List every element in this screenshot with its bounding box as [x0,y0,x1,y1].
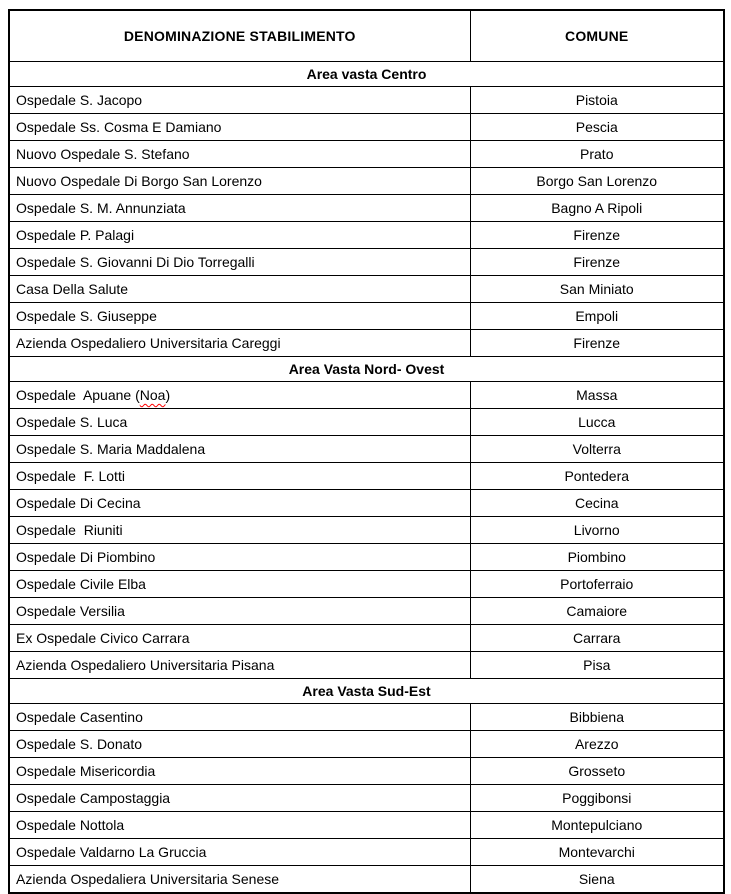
table-row [9,87,724,114]
table-row [9,758,724,785]
comune-cell: San Miniato [470,276,724,303]
stabilimento-cell: Ospedale S. Giovanni Di Dio Torregalli [9,249,470,276]
comune-cell: Piombino [470,544,724,571]
table-row [9,382,724,409]
comune-cell: Livorno [470,517,724,544]
stabilimento-cell: Ospedale Misericordia [9,758,470,785]
table-header-row [9,10,724,62]
comune-cell: Empoli [470,303,724,330]
comune-cell: Siena [470,866,724,894]
comune-cell: Carrara [470,625,724,652]
table-row [9,276,724,303]
hospital-facilities-table [8,9,725,894]
stabilimento-cell: Ospedale Campostaggia [9,785,470,812]
stabilimento-cell: Ospedale Civile Elba [9,571,470,598]
table-row [9,812,724,839]
comune-cell: Montevarchi [470,839,724,866]
comune-cell: Prato [470,141,724,168]
stabilimento-cell: Azienda Ospedaliero Universitaria Pisana [9,652,470,679]
table-row [9,436,724,463]
section-title: Area Vasta Sud-Est [9,679,724,704]
stabilimento-cell: Ospedale S. Giuseppe [9,303,470,330]
table-row [9,598,724,625]
section-header-row [9,357,724,382]
comune-cell: Bagno A Ripoli [470,195,724,222]
stabilimento-cell: Ospedale Versilia [9,598,470,625]
table-row [9,517,724,544]
table-row [9,303,724,330]
stabilimento-cell: Ospedale S. M. Annunziata [9,195,470,222]
stabilimento-cell: Azienda Ospedaliero Universitaria Careggi [9,330,470,357]
table-row [9,195,724,222]
stabilimento-cell: Ospedale Riuniti [9,517,470,544]
comune-cell: Lucca [470,409,724,436]
table-row [9,652,724,679]
comune-cell: Camaiore [470,598,724,625]
stabilimento-cell: Nuovo Ospedale S. Stefano [9,141,470,168]
table-row [9,168,724,195]
stabilimento-cell: Ospedale Di Cecina [9,490,470,517]
table-row [9,785,724,812]
stabilimento-cell: Ospedale S. Maria Maddalena [9,436,470,463]
column-header-denominazione-stabilimento: DENOMINAZIONE STABILIMENTO [9,10,470,62]
comune-cell: Pontedera [470,463,724,490]
table-row [9,704,724,731]
section-header-row [9,679,724,704]
comune-cell: Firenze [470,222,724,249]
stabilimento-cell: Ospedale Di Piombino [9,544,470,571]
table-row [9,141,724,168]
stabilimento-cell: Nuovo Ospedale Di Borgo San Lorenzo [9,168,470,195]
table-row [9,249,724,276]
stabilimento-cell: Ospedale S. Luca [9,409,470,436]
table-row [9,409,724,436]
table-row [9,330,724,357]
table-row [9,731,724,758]
section-header-row [9,62,724,87]
table-row [9,463,724,490]
stabilimento-cell: Ospedale S. Jacopo [9,87,470,114]
table-row [9,114,724,141]
table-row [9,544,724,571]
comune-cell: Pisa [470,652,724,679]
comune-cell: Volterra [470,436,724,463]
table-row [9,222,724,249]
stabilimento-cell: Ospedale Casentino [9,704,470,731]
table-row [9,490,724,517]
column-header-comune: COMUNE [470,10,724,62]
stabilimento-cell: Ospedale Apuane (Noa) [9,382,470,409]
comune-cell: Massa [470,382,724,409]
stabilimento-cell: Ospedale F. Lotti [9,463,470,490]
comune-cell: Borgo San Lorenzo [470,168,724,195]
stabilimento-cell: Ospedale Valdarno La Gruccia [9,839,470,866]
comune-cell: Poggibonsi [470,785,724,812]
comune-cell: Montepulciano [470,812,724,839]
stabilimento-cell: Azienda Ospedaliera Universitaria Senese [9,866,470,894]
comune-cell: Pistoia [470,87,724,114]
comune-cell: Pescia [470,114,724,141]
section-title: Area vasta Centro [9,62,724,87]
stabilimento-cell: Ex Ospedale Civico Carrara [9,625,470,652]
stabilimento-cell: Ospedale Nottola [9,812,470,839]
table-row [9,866,724,894]
comune-cell: Portoferraio [470,571,724,598]
table-row [9,625,724,652]
section-title: Area Vasta Nord- Ovest [9,357,724,382]
comune-cell: Firenze [470,249,724,276]
stabilimento-cell: Casa Della Salute [9,276,470,303]
comune-cell: Firenze [470,330,724,357]
table-row [9,571,724,598]
spellcheck-underlined-word: Noa [139,387,166,403]
stabilimento-cell: Ospedale Ss. Cosma E Damiano [9,114,470,141]
stabilimento-cell: Ospedale P. Palagi [9,222,470,249]
table-row [9,839,724,866]
comune-cell: Cecina [470,490,724,517]
comune-cell: Arezzo [470,731,724,758]
comune-cell: Bibbiena [470,704,724,731]
stabilimento-cell: Ospedale S. Donato [9,731,470,758]
comune-cell: Grosseto [470,758,724,785]
